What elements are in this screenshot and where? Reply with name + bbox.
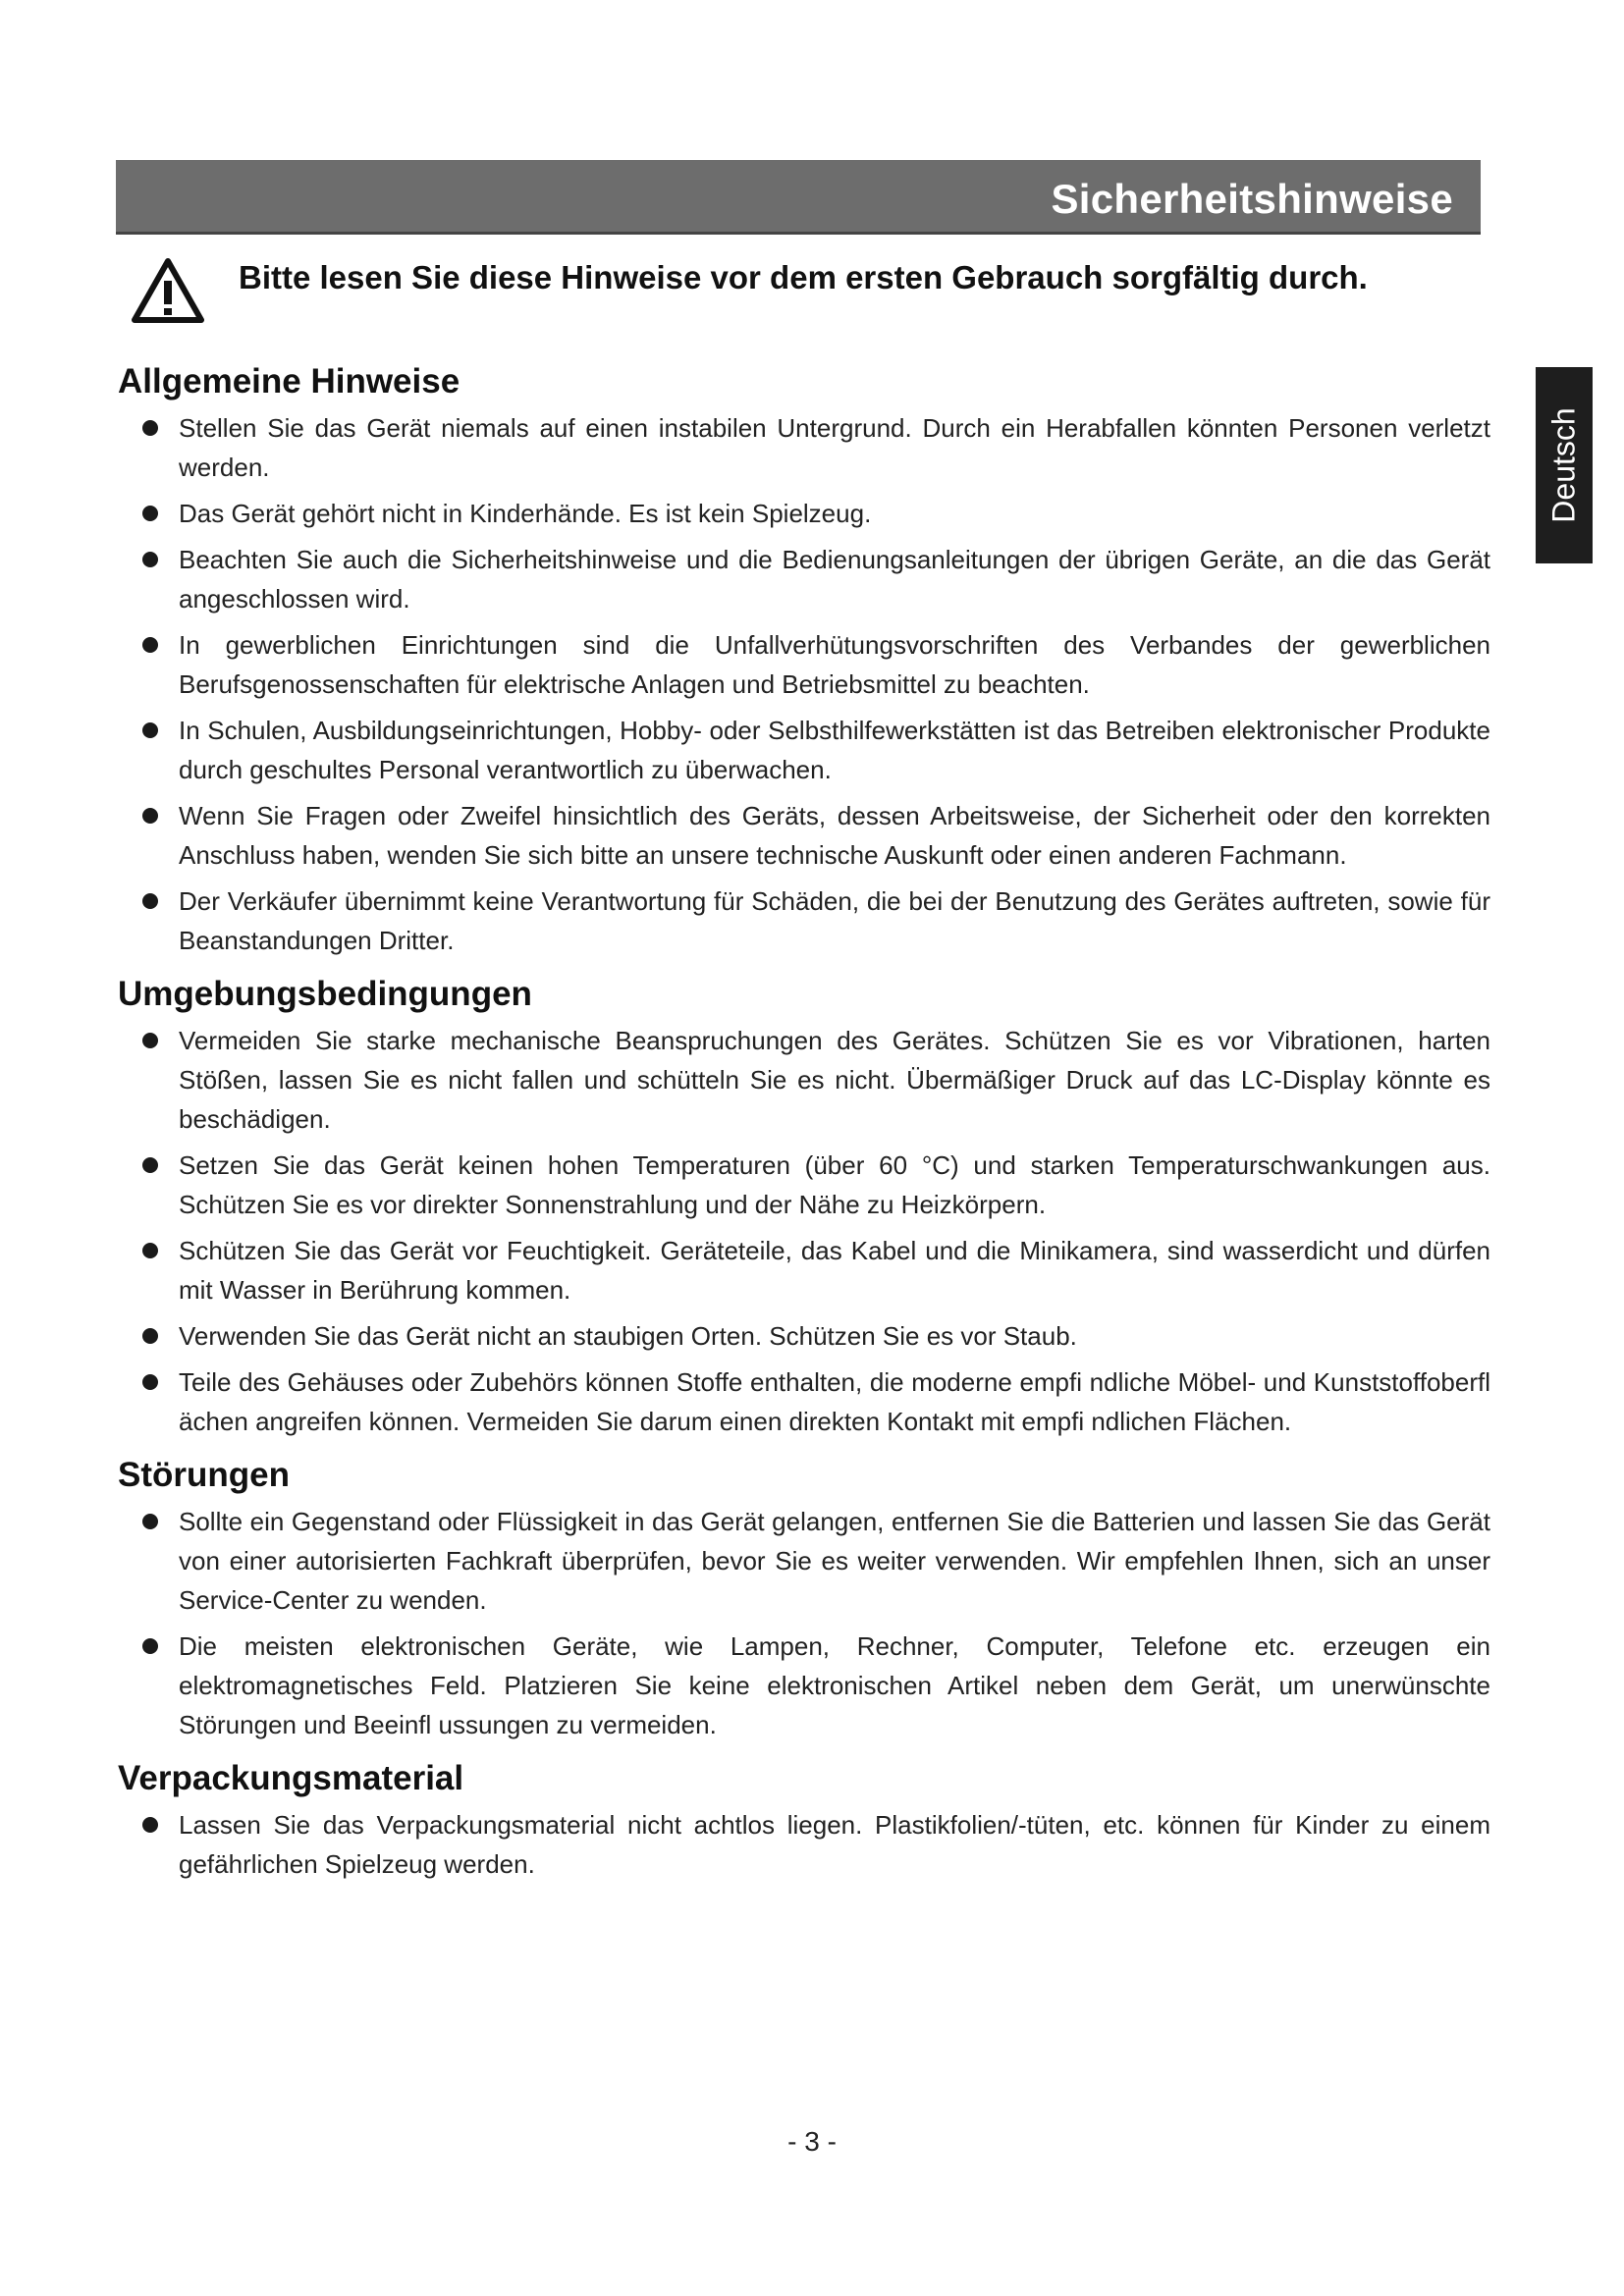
warning-text: Bitte lesen Sie diese Hinweise vor dem ersten Gebrauch sorgfältig durch. xyxy=(239,259,1368,295)
list-item: Vermeiden Sie starke mechanische Beanspruchungen des Gerätes. Schützen Sie es vor Vibrationen, harten Stößen, lassen Sie es nicht fallen und schütteln Sie es nicht. Übermäßiger Druck auf das LC-Display könnte es beschädigen. xyxy=(118,1021,1512,1139)
title-bar xyxy=(116,160,1481,235)
section xyxy=(118,1756,1512,1884)
bullet-icon xyxy=(142,637,158,653)
page-number: - 3 - xyxy=(787,2126,837,2157)
bullet-icon xyxy=(142,1328,158,1344)
bullet-icon xyxy=(142,506,158,521)
list-item: Sollte ein Gegenstand oder Flüssigkeit in das Gerät gelangen, entfernen Sie die Batterien und lassen Sie das Gerät von einer autorisierten Fachkraft überprüfen, bevor Sie es weiter verwenden. Wir empfehlen Ihnen, sich an unser Service-Center zu wenden. xyxy=(118,1502,1512,1620)
list-item: Lassen Sie das Verpackungsmaterial nicht achtlos liegen. Plastikfolien/-tüten, etc. können für Kinder zu einem gefährlichen Spielzeug werden. xyxy=(118,1805,1512,1884)
bullet-icon xyxy=(142,722,158,738)
section-heading: Störungen xyxy=(118,1456,290,1494)
bullet-list xyxy=(118,1805,1512,1884)
bullet-icon xyxy=(142,1243,158,1258)
bullet-list xyxy=(118,1502,1512,1744)
bullet-list xyxy=(118,408,1512,960)
list-item: Stellen Sie das Gerät niemals auf einen instabilen Untergrund. Durch ein Herabfallen könnten Personen verletzt werden. xyxy=(118,408,1512,487)
list-item: In Schulen, Ausbildungseinrichtungen, Hobby- oder Selbsthilfewerkstätten ist das Betreiben elektronischer Produkte durch geschultes Personal verantwortlich zu überwachen. xyxy=(118,711,1512,789)
section-heading: Allgemeine Hinweise xyxy=(118,362,460,400)
bullet-icon xyxy=(142,1514,158,1529)
bullet-icon xyxy=(142,1033,158,1048)
list-item: Setzen Sie das Gerät keinen hohen Temperaturen (über 60 °C) und starken Temperaturschwankungen aus. Schützen Sie es vor direkter Sonnenstrahlung und der Nähe zu Heizkörpern. xyxy=(118,1146,1512,1224)
page-title: Sicherheitshinweise xyxy=(1051,176,1453,222)
bullet-icon xyxy=(142,808,158,824)
list-item: In gewerblichen Einrichtungen sind die Unfallverhütungsvorschriften des Verbandes der gewerblichen Berufsgenossenschaften für elektrische Anlagen und Betriebsmittel zu beachten. xyxy=(118,625,1512,704)
section xyxy=(118,972,1512,1441)
bullet-list xyxy=(118,1021,1512,1441)
bullet-icon xyxy=(142,1638,158,1654)
section xyxy=(118,1453,1512,1744)
section-heading: Verpackungsmaterial xyxy=(118,1759,464,1797)
warning-triangle-icon xyxy=(132,257,204,324)
section-heading: Umgebungsbedingungen xyxy=(118,975,532,1013)
list-item: Das Gerät gehört nicht in Kinderhände. Es ist kein Spielzeug. xyxy=(118,494,1512,533)
language-tab xyxy=(1536,367,1593,563)
list-item: Beachten Sie auch die Sicherheitshinweise und die Bedienungsanleitungen der übrigen Geräte, an die das Gerät angeschlossen wird. xyxy=(118,540,1512,618)
bullet-icon xyxy=(142,552,158,567)
list-item: Schützen Sie das Gerät vor Feuchtigkeit. Geräteteile, das Kabel und die Minikamera, sind wasserdicht und dürfen mit Wasser in Berührung kommen. xyxy=(118,1231,1512,1309)
bullet-icon xyxy=(142,1374,158,1390)
bullet-icon xyxy=(142,1157,158,1173)
list-item: Die meisten elektronischen Geräte, wie Lampen, Rechner, Computer, Telefone etc. erzeugen ein elektromagnetisches Feld. Platzieren Sie keine elektronischen Artikel neben dem Gerät, um unerwünschte Störungen und Beeinfl ussungen zu vermeiden. xyxy=(118,1627,1512,1744)
bullet-icon xyxy=(142,893,158,909)
safety-content xyxy=(118,359,1512,1896)
list-item: Teile des Gehäuses oder Zubehörs können Stoffe enthalten, die moderne empfi ndliche Möbel- und Kunststoffoberfl ächen angreifen können. Vermeiden Sie darum einen direkten Kontakt mit empfi ndlichen Flächen. xyxy=(118,1362,1512,1441)
bullet-icon xyxy=(142,420,158,436)
list-item: Verwenden Sie das Gerät nicht an staubigen Orten. Schützen Sie es vor Staub. xyxy=(118,1316,1512,1356)
bullet-icon xyxy=(142,1817,158,1833)
list-item: Wenn Sie Fragen oder Zweifel hinsichtlich des Geräts, dessen Arbeitsweise, der Sicherheit oder den korrekten Anschluss haben, wenden Sie sich bitte an unsere technische Auskunft oder einen anderen Fachmann. xyxy=(118,796,1512,875)
warning-notice xyxy=(128,253,1483,342)
list-item: Der Verkäufer übernimmt keine Verantwortung für Schäden, die bei der Benutzung des Gerätes auftreten, sowie für Beanstandungen Dritter. xyxy=(118,881,1512,960)
section xyxy=(118,359,1512,960)
language-tab-label: Deutsch xyxy=(1545,407,1582,523)
